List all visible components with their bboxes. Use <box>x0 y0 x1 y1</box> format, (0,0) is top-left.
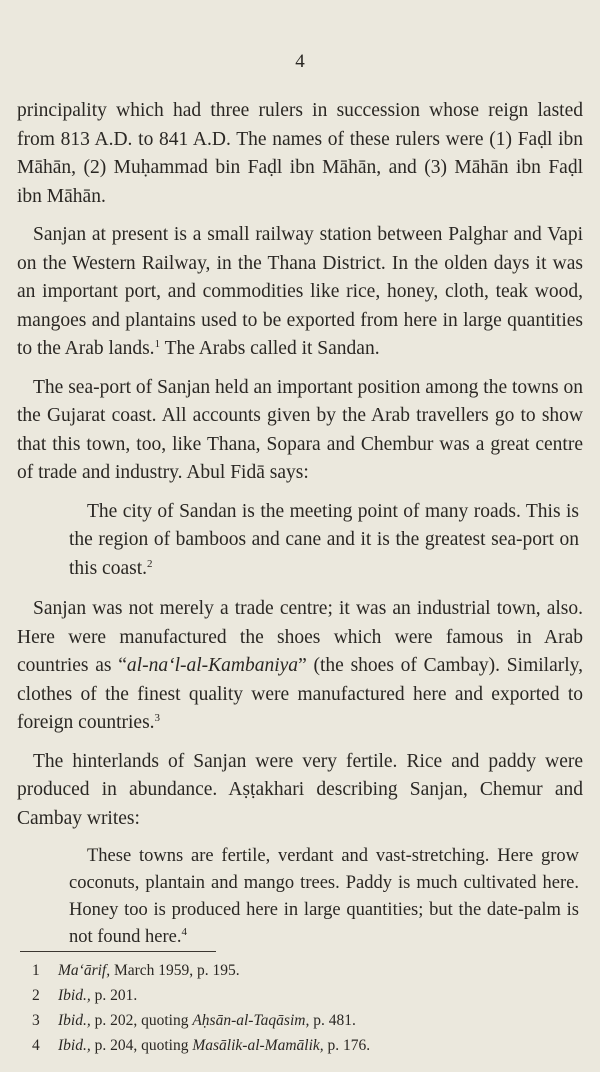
paragraph-industrial-town-text-b: ” (the shoes of Cambay). Similarly, clothes of the finest quality were manufactured here and exported to foreign countries. <box>17 655 583 733</box>
paragraph-principality <box>17 97 583 211</box>
footnote-text <box>58 983 572 1008</box>
quote-astakhari-text: These towns are fertile, verdant and vast-stretching. Here grow coconuts, plantain and mango trees. Paddy is much cultivated here. Honey too is produced here in large quantities; but the date-palm is not found here. <box>69 846 579 947</box>
footnote-source: Ma‘ārif, <box>58 962 111 979</box>
footnote-divider <box>20 951 216 952</box>
footnotes <box>32 958 572 1058</box>
footnote-source: Ibid., <box>58 987 91 1004</box>
footnote-item <box>32 958 572 983</box>
footnote-detail: p. 204, quoting <box>90 1037 193 1054</box>
footnote-ref-4: 4 <box>181 926 188 938</box>
footnote-ref-1: 1 <box>154 338 161 350</box>
paragraph-sea-port-text: The sea-port of Sanjan held an important position among the towns on the Gujarat coast. All accounts given by the Arab travellers go to show that this town, too, like Thana, Sopara and Chembur was a great centre of trade and industry. Abul Fidā says: <box>17 376 583 483</box>
paragraph-sea-port <box>17 374 583 488</box>
paragraph-sanjan-station <box>17 221 583 364</box>
paragraph-industrial-town <box>17 595 583 738</box>
paragraph-sanjan-station-tail: The Arabs called it Sandan. <box>164 338 380 359</box>
shoes-term: al-na‘l-al-Kambaniya <box>126 655 299 676</box>
footnote-ref-2: 2 <box>147 557 153 570</box>
footnote-number: 1 <box>32 962 40 979</box>
footnote-number: 2 <box>32 987 40 1004</box>
footnote-text <box>58 1033 572 1058</box>
footnote-detail: p. 201. <box>90 987 138 1004</box>
paragraph-hinterlands <box>17 748 583 834</box>
body-text <box>17 97 583 963</box>
footnote-item <box>32 1033 572 1058</box>
footnote-page: p. 176. <box>323 1037 371 1054</box>
footnote-source: Ibid., <box>58 1037 91 1054</box>
paragraph-sanjan-station-text: Sanjan at present is a small railway station between Palghar and Vapi on the Western Railway, in the Thana District. In the olden days it was an important port, and commodities like rice, honey, cloth, teak wood, mangoes and plantains used to be exported from here in large quantities to the Arab lands. <box>17 224 583 359</box>
quote-abul-fida <box>17 498 583 584</box>
paragraph-hinterlands-text: The hinterlands of Sanjan were very fertile. Rice and paddy were produced in abundance. Aṣṭakhari describing Sanjan, Chemur and Cambay writes: <box>17 750 583 829</box>
footnote-text <box>58 1008 572 1033</box>
quote-abul-fida-text: The city of Sandan is the meeting point of many roads. This is the region of bamboos and cane and it is the greatest sea-port on this coast. <box>69 500 579 579</box>
footnote-page: p. 481. <box>309 1012 356 1029</box>
footnote-detail: p. 202, quoting <box>90 1012 193 1029</box>
footnote-item <box>32 1008 572 1033</box>
footnote-detail: March 1959, p. 195. <box>110 962 240 979</box>
quote-astakhari <box>17 843 583 951</box>
page-number: 4 <box>295 51 305 72</box>
footnote-ref-3: 3 <box>154 712 161 724</box>
footnote-source: Ibid., <box>58 1012 91 1029</box>
footnote-item <box>32 983 572 1008</box>
footnote-number: 3 <box>32 1012 40 1029</box>
footnote-quoted-work: Aḥsān-al-Taqāsim, <box>192 1012 310 1029</box>
footnote-number: 4 <box>32 1037 40 1054</box>
footnote-quoted-work: Masālik-al-Mamālik, <box>192 1037 324 1054</box>
paragraph-industrial-town-text-a: Sanjan was not merely a trade centre; it was an industrial town, also. Here were manufactured the shoes which were famous in Arab countries as “ <box>17 598 583 676</box>
footnote-text <box>58 958 572 983</box>
paragraph-principality-text: principality which had three rulers in succession whose reign lasted from 813 A.D. to 841 A.D. The names of these rulers were (1) Faḍl ibn Māhān, (2) Muḥammad bin Faḍl ibn Māhān, and (3) Māhān ibn Faḍl ibn Māhān. <box>17 100 583 207</box>
